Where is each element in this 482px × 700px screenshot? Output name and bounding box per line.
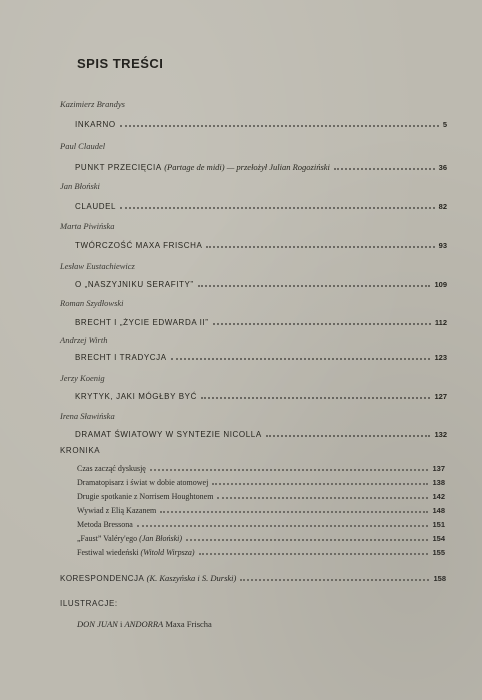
entry-author: Paul Claudel [60, 141, 106, 151]
korespondencja-entry [60, 571, 446, 583]
kronika-item [77, 518, 445, 529]
ilustracje-heading: ILUSTRACJE: [60, 599, 118, 608]
entry-page: 127 [434, 392, 447, 401]
entry-title: CLAUDEL [75, 202, 117, 211]
kronika-item-page: 138 [432, 478, 445, 487]
ilustracje-text [77, 619, 212, 629]
entry-subtitle: (Partage de midi) — przełożył Julian Rogoziński [164, 162, 330, 172]
entry-title: TWÓRCZOŚĆ MAXA FRISCHA [75, 241, 203, 250]
ilustracje-mid: i [117, 619, 125, 629]
leader-dots [206, 246, 434, 248]
toc-entry [75, 427, 447, 439]
leader-dots [266, 435, 431, 437]
entry-author: Kazimierz Brandys [60, 99, 125, 109]
entry-page: 82 [438, 202, 447, 211]
entry-author: Marta Piwińska [60, 221, 115, 231]
entry-page: 109 [434, 280, 447, 289]
entry-title: BRECHT I „ŻYCIE EDWARDA II” [75, 318, 209, 327]
entry-page: 36 [438, 163, 447, 172]
entry-title: INKARNO [75, 120, 116, 129]
kronika-item [77, 532, 445, 543]
kronika-item [77, 490, 445, 501]
toc-entry [75, 277, 447, 289]
leader-dots [199, 553, 429, 555]
kronika-item-title: Drugie spotkanie z Norrisem Houghtonem [77, 492, 214, 501]
kronika-item-title: „Faust” Valéry'ego [77, 534, 138, 543]
kronika-item-title-wrap [77, 548, 195, 557]
entry-page: 123 [434, 353, 447, 362]
entry-author: Roman Szydłowski [60, 298, 124, 308]
leader-dots [160, 511, 428, 513]
kronika-item-title: Festiwal wiedeński [77, 548, 139, 557]
entry-page: 132 [434, 430, 447, 439]
leader-dots [334, 168, 435, 170]
leader-dots [201, 397, 431, 399]
kronika-item-title: Wywiad z Elią Kazanem [77, 506, 157, 515]
leader-dots [212, 483, 428, 485]
kronika-item-page: 148 [432, 506, 445, 515]
kronika-item-author: (Jan Błoński) [139, 534, 183, 543]
kronika-item [77, 462, 445, 473]
korespondencja-page: 158 [433, 574, 446, 583]
leader-dots [120, 207, 435, 209]
entry-author: Jan Błoński [60, 181, 100, 191]
entry-title: O „NASZYJNIKU SERAFITY” [75, 280, 194, 289]
kronika-item-page: 142 [432, 492, 445, 501]
kronika-item-author: (Witold Wirpsza) [140, 548, 195, 557]
toc-entry [75, 350, 447, 362]
kronika-item [77, 476, 445, 487]
kronika-item-page: 154 [432, 534, 445, 543]
korespondencja-authors: (K. Kaszyńska i S. Durski) [146, 573, 237, 583]
entry-title: PUNKT PRZECIĘCIA [75, 163, 162, 172]
ilustracje-tail: Maxa Frischa [163, 619, 212, 629]
kronika-item-page: 155 [432, 548, 445, 557]
entry-author: Irena Sławińska [60, 411, 115, 421]
entry-author: Jerzy Koenig [60, 373, 105, 383]
kronika-heading: KRONIKA [60, 446, 101, 455]
korespondencja-wrap [60, 573, 236, 583]
kronika-item-title: Dramatopisarz i świat w dobie atomowej [77, 478, 209, 487]
leader-dots [240, 579, 429, 581]
toc-entry [75, 315, 447, 327]
entry-title: DRAMAT ŚWIATOWY W SYNTEZIE NICOLLA [75, 430, 262, 439]
kronika-item [77, 546, 445, 557]
entry-title: KRYTYK, JAKI MÓGŁBY BYĆ [75, 392, 197, 401]
entry-author: Andrzej Wirth [60, 335, 108, 345]
leader-dots [171, 358, 431, 360]
entry-title-wrap [75, 162, 330, 172]
kronika-item-page: 151 [432, 520, 445, 529]
toc-entry [75, 389, 447, 401]
entry-author: Lesław Eustachiewicz [60, 261, 135, 271]
toc-entry [75, 160, 447, 172]
leader-dots [120, 125, 439, 127]
kronika-item [77, 504, 445, 515]
ilustracje-italic2: ANDORRA [124, 619, 164, 629]
entry-page: 93 [438, 241, 447, 250]
leader-dots [186, 539, 428, 541]
kronika-item-title: Czas zacząć dyskusję [77, 464, 146, 473]
toc-entry [75, 238, 447, 250]
ilustracje-italic: DON JUAN [77, 619, 118, 629]
leader-dots [150, 469, 429, 471]
kronika-item-page: 137 [432, 464, 445, 473]
leader-dots [137, 525, 429, 527]
kronika-item-title-wrap [77, 534, 182, 543]
toc-entry [75, 117, 447, 129]
leader-dots [213, 323, 431, 325]
toc-entry [75, 199, 447, 211]
leader-dots [198, 285, 431, 287]
korespondencja-title: KORESPONDENCJA [60, 574, 144, 583]
leader-dots [217, 497, 428, 499]
entry-page: 112 [434, 318, 447, 327]
page-title: SPIS TREŚCI [77, 56, 164, 71]
kronika-item-title: Metoda Bressona [77, 520, 133, 529]
entry-page: 5 [442, 120, 447, 129]
entry-title: BRECHT I TRADYCJA [75, 353, 167, 362]
